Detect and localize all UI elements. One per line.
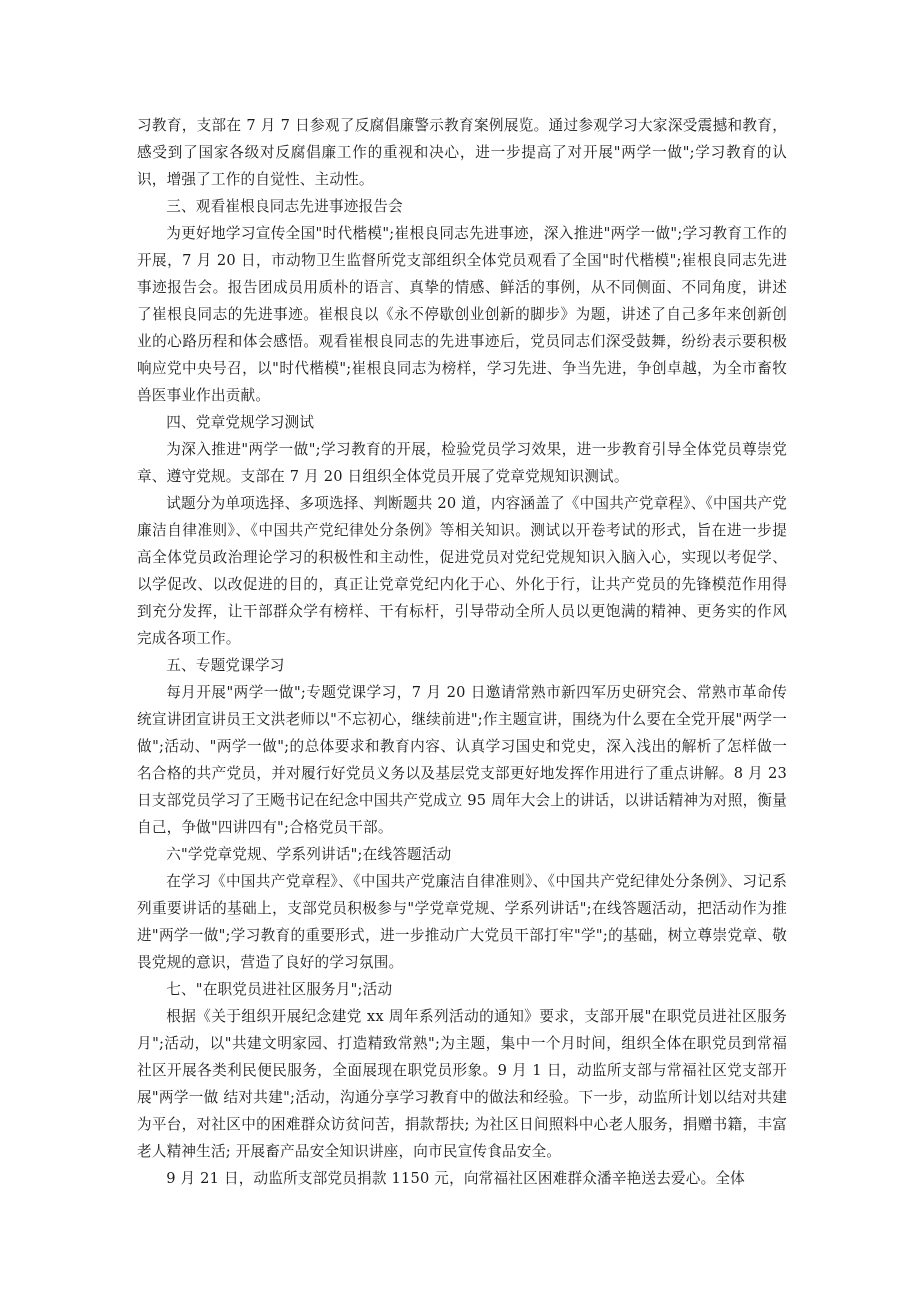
paragraph-continued: 习教育，支部在 7 月 7 日参观了反腐倡廉警示教育案例展览。通过参观学习大家深受震撼和教育，感受到了国家各级对反腐倡廉工作的重视和决心，进一步提高了对开展"两学一做";学习教育的认识，增强了工作的自觉性、主动性。 <box>137 117 787 188</box>
paragraph: 为更好地学习宣传全国"时代楷模";崔根良同志先进事迹，深入推进"两学一做";学习教育工作的开展，7 月 20 日，市动物卫生监督所党支部组织全体党员观看了全国"时代楷模";崔根良同志先进事迹报告会。报告团成员用质朴的语言、真挚的情感、鲜活的事例，从不同侧面、不同角度，讲述了崔根良同志的先进事迹。崔根良以《永不停歇创业创新的脚步》为题，讲述了自己多年来创新创业的心路历程和体会感悟。观看崔根良同志的先进事迹后，党员同志们深受鼓舞，纷纷表示要积极响应党中央号召，以"时代楷模";崔根良同志为榜样，学习先进、争当先进，争创卓越，为全市畜牧兽医事业作出贡献。 <box>137 225 787 404</box>
paragraph: 为深入推进"两学一做";学习教育的开展，检验党员学习效果，进一步教育引导全体党员尊崇党章、遵守党规。支部在 7 月 20 日组织全体党员开展了党章党规知识测试。 <box>137 441 787 485</box>
section-heading-4: 四、党章党规学习测试 <box>166 414 315 431</box>
section-heading-7: 七、"在职党员进社区服务月";活动 <box>166 981 393 998</box>
section-heading-5: 五、专题党课学习 <box>166 657 285 674</box>
paragraph: 每月开展"两学一做";专题党课学习，7 月 20 日邀请常熟市新四军历史研究会、常熟市革命传统宣讲团宣讲员王文洪老师以"不忘初心，继续前进";作主题宣讲，围绕为什么要在全党开展"两学一做";活动、"两学一做";的总体要求和教育内容、认真学习国史和党史，深入浅出的解析了怎样做一名合格的共产党员，并对履行好党员义务以及基层党支部更好地发挥作用进行了重点讲解。8 月 23 日支部党员学习了王飏书记在纪念中国共产党成立 95 周年大会上的讲话，以讲话精神为对照，衡量自己，争做"四讲四有";合格党员干部。 <box>137 684 787 836</box>
paragraph-last: 9 月 21 日，动监所支部党员捐款 1150 元，向常福社区困难群众潘辛艳送去爱心。全体 <box>166 1170 745 1187</box>
document-page <box>137 112 787 1192</box>
section-heading-3: 三、观看崔根良同志先进事迹报告会 <box>166 198 403 215</box>
paragraph: 在学习《中国共产党章程》、《中国共产党廉洁自律准则》、《中国共产党纪律处分条例》、习记系列重要讲话的基础上，支部党员积极参与"学党章党规、学系列讲话";在线答题活动，把活动作为推进"两学一做";学习教育的重要形式，进一步推动广大党员干部打牢"学";的基础，树立尊崇党章、敬畏党规的意识，营造了良好的学习氛围。 <box>137 873 787 971</box>
paragraph: 试题分为单项选择、多项选择、判断题共 20 道，内容涵盖了《中国共产党章程》、《中国共产党廉洁自律准则》、《中国共产党纪律处分条例》等相关知识。测试以开卷考试的形式，旨在进一步提高全体党员政治理论学习的积极性和主动性，促进党员对党纪党规知识入脑入心，实现以考促学、以学促改、以改促进的目的，真正让党章党纪内化于心、外化于行，让共产党员的先锋模范作用得到充分发挥，让干部群众学有榜样、干有标杆，引导带动全所人员以更饱满的精神、更务实的作风完成各项工作。 <box>137 495 787 647</box>
paragraph: 根据《关于组织开展纪念建党 xx 周年系列活动的通知》要求，支部开展"在职党员进社区服务月";活动，以"共建文明家园、打造精致常熟";为主题，集中一个月时间，组织全体在职党员到常福社区开展各类利民便民服务，全面展现在职党员形象。9 月 1 日，动监所支部与常福社区党支部开展"两学一做 结对共建";活动，沟通分享学习教育中的做法和经验。下一步，动监所计划以结对共建为平台，对社区中的困难群众访贫问苦，捐款帮扶; 为社区日间照料中心老人服务，捐赠书籍，丰富老人精神生活; 开展畜产品安全知识讲座，向市民宣传食品安全。 <box>137 1008 787 1160</box>
section-heading-6: 六"学党章党规、学系列讲话";在线答题活动 <box>166 846 452 863</box>
